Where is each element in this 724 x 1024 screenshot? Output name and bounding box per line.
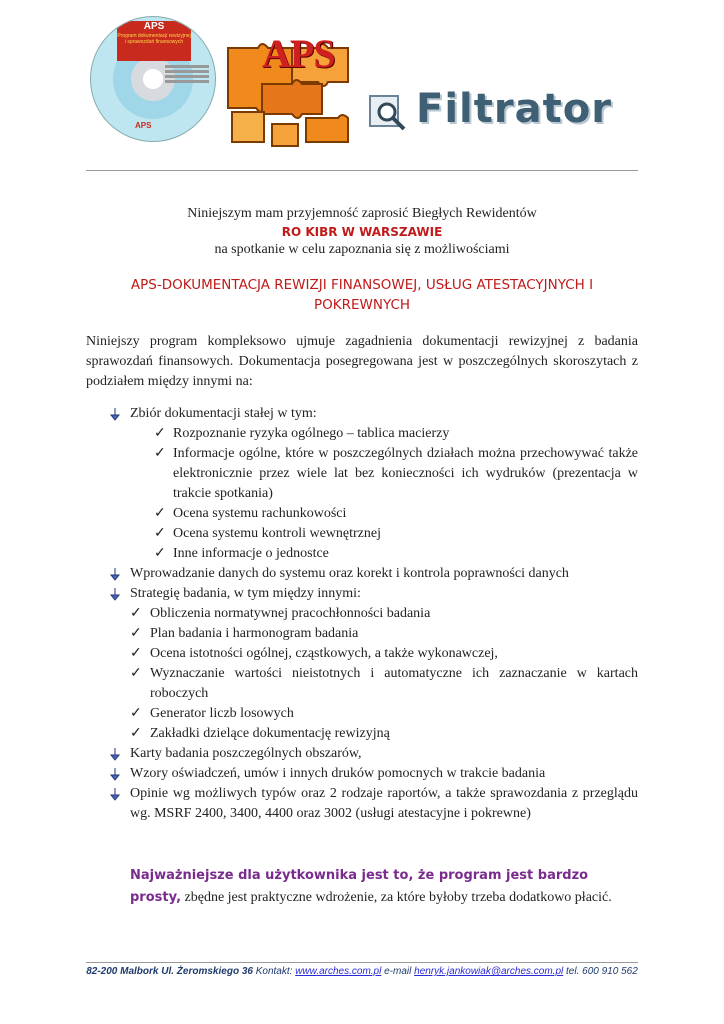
list-item-text: Karty badania poszczególnych obszarów, [130,746,362,761]
aps-puzzle-logo [222,28,352,154]
check-icon: ✓ [130,726,142,741]
invitation-intro [86,205,638,259]
aps-puzzle-word: APS [262,31,335,76]
closing-highlight: Najważniejsze dla użytkownika jest to, że program jest bardzo prosty, [130,868,589,905]
list-item [86,764,638,784]
intro-paragraph: Niniejszy program kompleksowo ujmuje zagadnienia dokumentacji rewizyjnej z badania sprawozdań finansowych. Dokumentacja posegregowana jest w poszczególnych skoroszytach z podziałem między innymi na: [86,334,638,389]
list-item-text: Wzory oświadczeń, umów i innych druków pomocnych w trakcie badania [130,766,546,781]
intro-line-1: Niniejszym mam przyjemność zaprosić Biegłych Rewidentów [187,206,537,221]
check-icon: ✓ [130,706,142,721]
arrow-bullet-icon [108,587,122,601]
list-subitem: ✓ Plan badania i harmonogram badania [86,624,638,644]
list-subitem: ✓ Ocena systemu rachunkowości [86,504,638,524]
check-icon: ✓ [130,666,142,681]
footer-email-link[interactable]: henryk.jankowiak@arches.com.pl [414,966,564,977]
list-item-text: Opinie wg możliwych typów oraz 2 rodzaje raportów, a także sprawozdania z przeglądu wg. MSRF 2400, 3400, 4400 oraz 3002 (usługi atestacyjne i pokrewne) [130,786,638,821]
list-subitem: ✓ Informacje ogólne, które w poszczególnych działach można przechowywać także elektronicznie przez wiele lat bez konieczności ich wydruków (prezentacja w trakcie spotkania) [154,446,638,501]
list-subitem: ✓ Obliczenia normatywnej pracochłonności badania [86,604,638,624]
list-item [86,784,638,824]
footer-email-label: e-mail [381,966,415,977]
list-item [86,564,638,584]
filtrator-logo: Filtrator [416,86,612,132]
list-subitem: ✓ Inne informacje o jednostce [86,544,638,564]
footer-phone: tel. 600 910 562 [563,966,638,977]
list-item [86,584,638,604]
document-title: APS-DOKUMENTACJA REWIZJI FINANSOWEJ, USŁUG ATESTACYJNYCH I POKREWNYCH [130,277,594,313]
intro-organization: RO KIBR W WARSZAWIE [281,225,443,239]
cd-bottom-logo: APS [135,121,152,130]
list-subitem: ✓ Rozpoznanie ryzyka ogólnego – tablica macierzy [86,424,638,444]
arrow-bullet-icon [108,407,122,421]
list-item-text: Zbiór dokumentacji stałej w tym: [130,406,317,421]
arrow-bullet-icon [108,747,122,761]
closing-statement [130,865,638,909]
check-icon: ✓ [154,526,166,541]
footer-website-link[interactable]: www.arches.com.pl [295,966,382,977]
footer [86,966,638,977]
arrow-bullet-icon [108,567,122,581]
cd-disc-image [90,16,216,142]
intro-line-3: na spotkanie w celu zapoznania się z możliwościami [214,242,510,257]
header-logos [86,10,646,170]
list-item-text: Wprowadzanie danych do systemu oraz korekt i kontrola poprawności danych [130,566,569,581]
footer-address: 82-200 Malbork Ul. Żeromskiego 36 [86,966,253,977]
cd-title: APS [143,21,165,32]
list-item-text: Strategię badania, w tym między innymi: [130,586,361,601]
arrow-bullet-icon [108,767,122,781]
footer-divider [86,962,638,963]
check-icon: ✓ [154,426,166,441]
list-item [86,404,638,424]
list-subitem: ✓ Ocena istotności ogólnej, cząstkowych, a także wykonawczej, [86,644,638,664]
arrow-bullet-icon [108,787,122,801]
check-icon: ✓ [130,646,142,661]
check-icon: ✓ [154,546,166,561]
list-subitem: ✓ Generator liczb losowych [86,704,638,724]
feature-list [86,404,638,824]
check-icon: ✓ [154,506,166,521]
check-icon: ✓ [130,606,142,621]
closing-rest: zbędne jest praktyczne wdrożenie, za które byłoby trzeba dodatkowo płacić. [181,890,612,905]
list-subitem: ✓ Wyznaczanie wartości nieistotnych i automatyczne ich zaznaczanie w kartach roboczych [130,666,638,701]
cd-label [117,21,191,61]
cd-decoration [165,63,209,85]
cd-subtitle: Program dokumentacji rewizyjnej i sprawozdań finansowych [117,33,191,45]
footer-contact-label: Kontakt: [252,966,296,977]
header-divider [86,170,638,171]
list-item [86,744,638,764]
list-subitem: ✓ Ocena systemu kontroli wewnętrznej [86,524,638,544]
check-icon: ✓ [154,446,166,461]
check-icon: ✓ [130,626,142,641]
list-subitem: ✓ Zakładki dzielące dokumentację rewizyjną [86,724,638,744]
magnifier-icon [368,92,408,132]
